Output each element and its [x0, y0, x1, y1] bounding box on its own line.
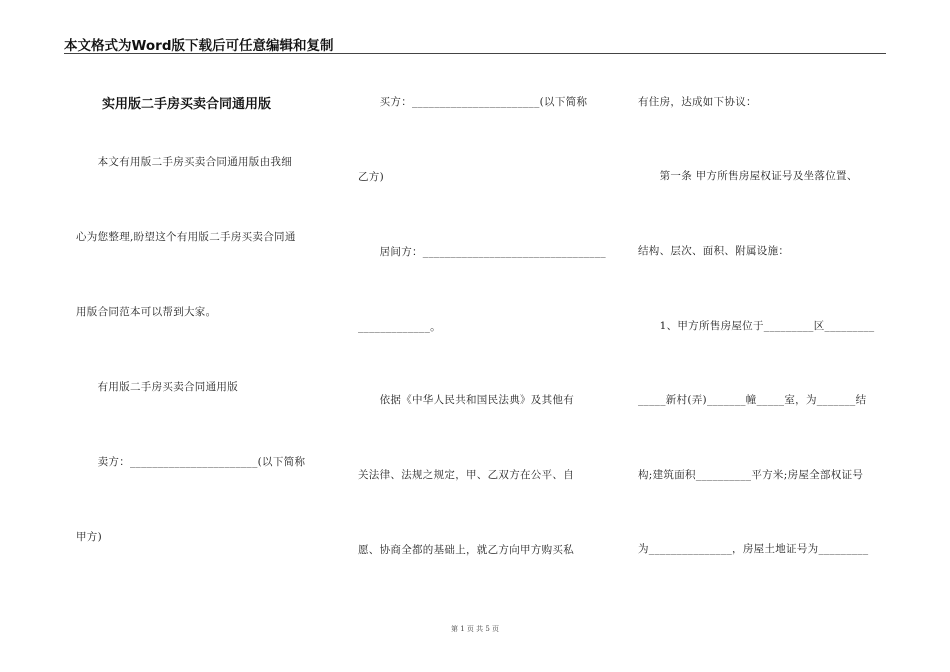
text-line: 本文有用版二手房买卖合同通用版由我细 — [76, 156, 292, 168]
document-title: 实用版二手房买卖合同通用版 — [76, 97, 272, 112]
text-line: 有住房，达成如下协议： — [638, 96, 757, 108]
seller-field: 卖方：_______________________(以下简称 — [76, 456, 306, 468]
text-line: _____新村(弄)_______幢_____室，为_______结 — [638, 394, 867, 406]
text-line: 心为您整理,盼望这个有用版二手房买卖合同通 — [76, 231, 296, 243]
document-header: 本文格式为Word版下载后可任意编辑和复制 — [64, 38, 334, 54]
text-line: 1、甲方所售房屋位于_________区_________ — [638, 320, 875, 332]
text-line: 依据《中华人民共和国民法典》及其他有 — [358, 394, 574, 406]
text-line: 构;建筑面积__________平方米;房屋全部权证号 — [638, 469, 864, 481]
text-column-1 — [76, 0, 326, 672]
article-heading: 第一条 甲方所售房屋权证号及坐落位置、 — [638, 170, 858, 182]
text-line: 乙方) — [358, 171, 384, 183]
text-line: 甲方) — [76, 531, 102, 543]
text-line: _____________。 — [358, 321, 441, 333]
text-line: 结构、层次、面积、附属设施： — [638, 245, 790, 257]
buyer-field: 买方：_______________________(以下简称 — [358, 96, 588, 108]
text-line: 有用版二手房买卖合同通用版 — [76, 381, 238, 393]
text-column-2 — [358, 0, 608, 672]
text-line: 用版合同范本可以帮到大家。 — [76, 306, 217, 318]
text-line: 为_______________，房屋土地证号为_________ — [638, 543, 869, 555]
broker-field: 居间方：_________________________________ — [358, 246, 606, 258]
text-line: 关法律、法规之规定，甲、乙双方在公平、自 — [358, 469, 574, 481]
text-line: 愿、协商全都的基础上，就乙方向甲方购买私 — [358, 544, 574, 556]
text-column-3 — [638, 0, 888, 672]
page-number: 第 1 页 共 5 页 — [450, 625, 500, 633]
